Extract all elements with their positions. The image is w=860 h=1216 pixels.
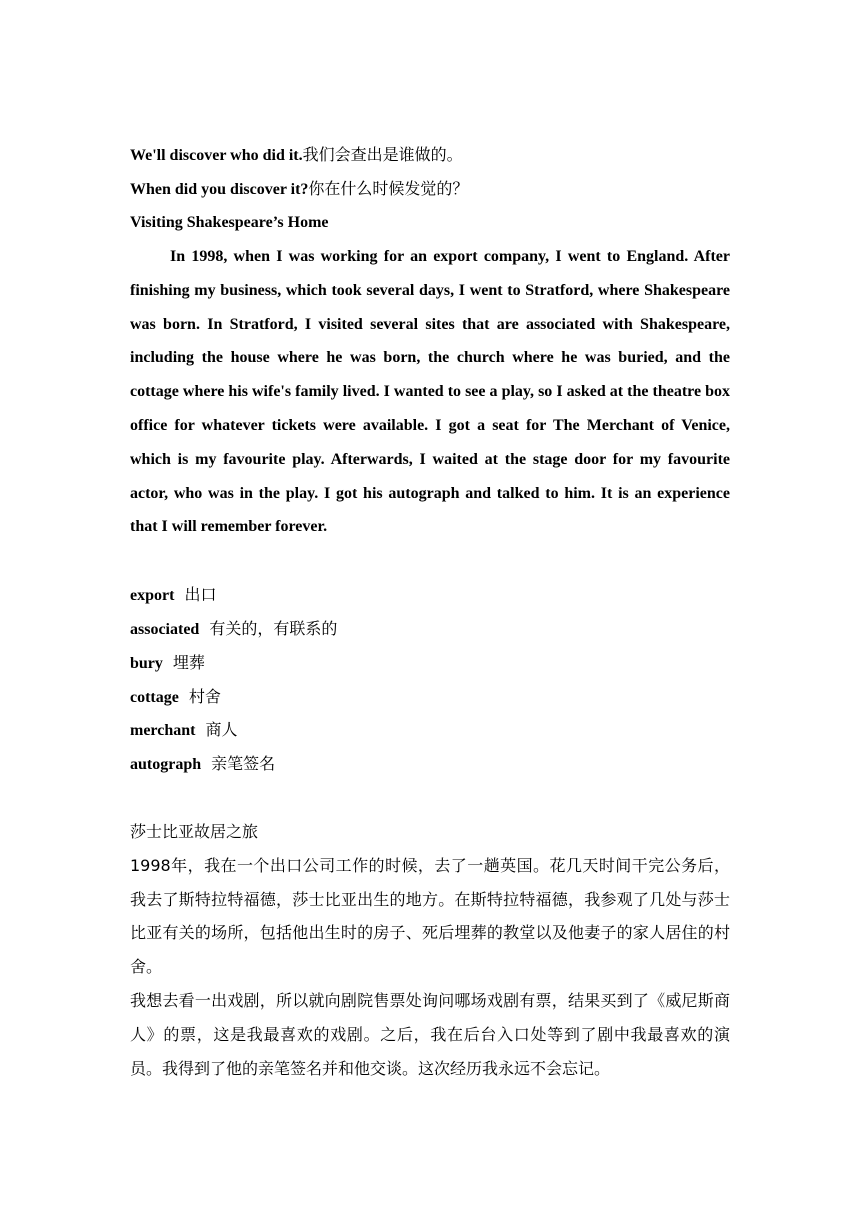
vocab-meaning: 埋葬 (172, 652, 205, 672)
vocab-word: export (130, 587, 175, 605)
vocab-word: associated (130, 620, 200, 638)
vocab-item (130, 612, 730, 646)
vocab-meaning: 出口 (184, 585, 217, 605)
vocabulary-list (130, 578, 730, 781)
translation-paragraph-1: 1998年，我在一个出口公司工作的时候，去了一趟英国。花几天时间干完公务后，我去了斯特拉特福德，莎士比亚出生的地方。在斯特拉特福德，我参观了几处与莎士比亚有关的场所，包括他出生时的房子、死后埋葬的教堂以及他妻子的家人居住的村舍。 (130, 855, 730, 977)
vocab-item (130, 578, 730, 612)
example-sentence-2 (130, 172, 730, 206)
vocab-item (130, 680, 730, 714)
example-zh-2: 你在什么时候发觉的？ (308, 179, 469, 198)
example-en-2: When did you discover it? (130, 181, 309, 198)
translation-paragraph-2: 我想去看一出戏剧，所以就向剧院售票处询问哪场戏剧有票，结果买到了《威尼斯商人》的票，这是我最喜欢的戏剧。之后，我在后台入口处等到了剧中我最喜欢的演员。我得到了他的亲笔签名并和他交谈。这次经历我永远不会忘记。 (130, 990, 730, 1078)
spacer (130, 544, 730, 578)
document-page (130, 138, 730, 1085)
vocab-meaning: 亲笔签名 (211, 754, 276, 774)
vocab-item (130, 713, 730, 747)
vocab-meaning: 商人 (205, 720, 238, 740)
example-en-1: We'll discover who did it. (130, 147, 303, 164)
vocab-word: merchant (130, 722, 196, 740)
vocab-meaning: 有关的，有联系的 (209, 618, 338, 638)
spacer (130, 781, 730, 815)
vocab-item (130, 747, 730, 781)
article-body: In 1998, when I was working for an export company, I went to England. After finishing my business, which took several days, I went to Stratford, where Shakespeare was born. In Stratford, I visited several sites that are associated with Shakespeare, including the house where he was born, the church where he was buried, and the cottage where his wife's family lived. I wanted to see a play, so I asked at the theatre box office for whatever tickets were available. I got a seat for The Merchant of Venice, which is my favourite play. Afterwards, I waited at the stage door for my favourite actor, who was in the play. I got his autograph and talked to him. It is an experience that I will remember forever. (130, 248, 730, 536)
translation-title: 莎士比亚故居之旅 (130, 821, 259, 841)
example-zh-1: 我们会查出是谁做的。 (302, 145, 463, 164)
vocab-word: cottage (130, 688, 179, 706)
vocab-meaning: 村舍 (188, 686, 221, 706)
vocab-word: bury (130, 654, 163, 672)
example-sentence-1 (130, 138, 730, 172)
article-title: Visiting Shakespeare’s Home (130, 214, 329, 231)
vocab-item (130, 646, 730, 680)
vocab-word: autograph (130, 756, 202, 774)
